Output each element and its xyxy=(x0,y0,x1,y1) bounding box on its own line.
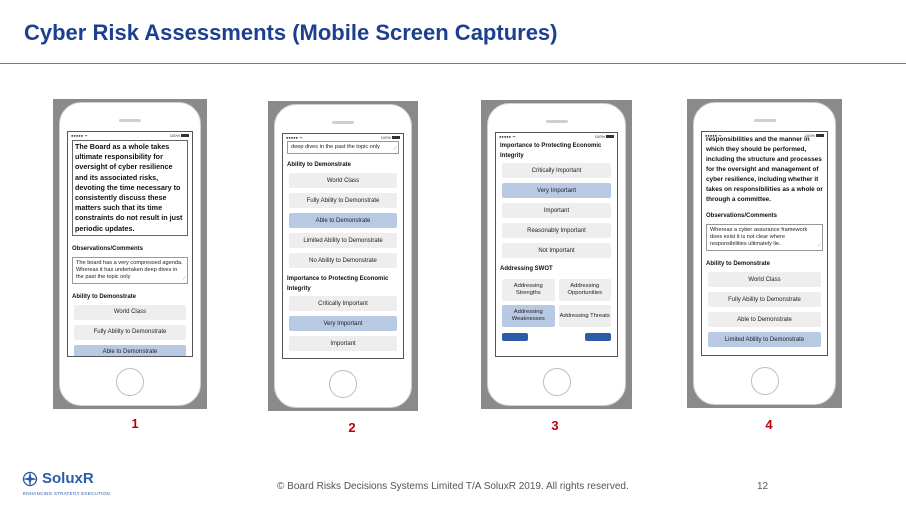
speaker-grille xyxy=(546,120,568,123)
option-able-selected[interactable]: Able to Demonstrate xyxy=(289,213,397,228)
observations-label: Observations/Comments xyxy=(72,245,144,252)
phone-screenshot-1 xyxy=(53,99,207,409)
battery-indicator: 100% xyxy=(170,133,189,138)
assessment-statement: responsibilities and the manner in which they should be performed, including the structure and processes for the oversight and management of cyber resilience, including whether it takes on responsibilities as a whole or through a committee. xyxy=(706,136,823,203)
page-number: 12 xyxy=(757,481,769,492)
option-fully-able[interactable]: Fully Ability to Demonstrate xyxy=(74,325,186,340)
phone-screen xyxy=(67,131,193,357)
signal-icon: ●●●●● ᯤ xyxy=(71,132,88,138)
option-world-class[interactable]: World Class xyxy=(289,173,397,188)
swot-grid xyxy=(502,279,611,327)
section-heading: Ability to Demonstrate xyxy=(72,293,137,300)
speaker-grille xyxy=(119,119,141,122)
signal-icon: ●●●●● ᯤ xyxy=(499,133,516,139)
battery-indicator: 100% xyxy=(595,134,614,139)
option-limited[interactable]: Limited Ability to Demonstrate xyxy=(289,233,397,248)
option-limited-selected[interactable]: Limited Ability to Demonstrate xyxy=(708,332,821,347)
copyright-notice: © Board Risks Decisions Systems Limited T/A SoluxR 2019. All rights reserved. xyxy=(277,481,629,492)
option-fully-able[interactable]: Fully Ability to Demonstrate xyxy=(708,292,821,307)
option-world-class[interactable]: World Class xyxy=(708,272,821,287)
battery-indicator: 100% xyxy=(381,135,400,140)
speaker-grille xyxy=(332,121,354,124)
phone-number-4: 4 xyxy=(765,417,773,432)
resize-handle-icon[interactable]: ⟋ xyxy=(182,275,186,282)
phone-number-1: 1 xyxy=(131,416,139,431)
section-heading: Ability to Demonstrate xyxy=(706,261,771,267)
speaker-grille xyxy=(754,119,776,122)
battery-icon xyxy=(392,136,400,139)
title-divider xyxy=(0,63,906,64)
option-fully-able[interactable]: Fully Ability to Demonstrate xyxy=(289,193,397,208)
home-button[interactable] xyxy=(543,368,571,396)
comments-textarea[interactable]: The board has a very compressed agenda. Whereas it has undertaken deep dives in the past the topic only ⟋ xyxy=(72,257,188,284)
option-no-ability[interactable]: No Ability to Demonstrate xyxy=(289,253,397,268)
phone-body xyxy=(487,103,626,406)
option-very-important-selected[interactable]: Very Important xyxy=(289,316,397,331)
option-able-selected[interactable]: Able to Demonstrate xyxy=(74,345,186,357)
logo-name: SoluxR xyxy=(42,470,94,487)
section-heading: Ability to Demonstrate xyxy=(287,162,352,168)
soluxr-logo xyxy=(22,469,132,503)
phone-screenshot-4 xyxy=(687,99,842,408)
home-button[interactable] xyxy=(116,368,144,396)
battery-icon xyxy=(816,134,824,137)
footer-buttons xyxy=(502,333,611,341)
section-heading: Importance to Protecting Economic Integrity xyxy=(287,276,389,292)
option-able[interactable]: Able to Demonstrate xyxy=(708,312,821,327)
battery-icon xyxy=(606,135,614,138)
status-bar xyxy=(68,132,192,139)
battery-indicator: 100% xyxy=(805,133,824,138)
resize-handle-icon[interactable]: ⟋ xyxy=(393,146,397,152)
observations-label: Observations/Comments xyxy=(706,213,778,219)
battery-icon xyxy=(181,134,189,137)
compass-star-icon xyxy=(22,471,38,487)
phone-body xyxy=(693,102,836,405)
option-not-important[interactable]: Not Important xyxy=(502,243,611,258)
status-bar xyxy=(496,133,617,140)
home-button[interactable] xyxy=(329,370,357,398)
logo-tagline: ENHANCING STRATEGY EXECUTION xyxy=(23,491,110,496)
signal-icon: ●●●●● ᯤ xyxy=(286,134,303,140)
phone-screenshot-2 xyxy=(268,101,418,411)
option-important[interactable]: Important xyxy=(289,336,397,351)
phone-number-3: 3 xyxy=(551,418,559,433)
option-critically-important[interactable]: Critically Important xyxy=(502,163,611,178)
assessment-statement: The Board as a whole takes ultimate responsibility for oversight of cyber resilience and its associated risks, devoting the time necessary to consistently discuss these matters such that its time constraints do not result in just periodic updates. xyxy=(72,140,188,236)
comments-textarea[interactable]: Whereas a cyber assurance framework does exist it is not clear where responsibilities ultimately lie. ⟋ xyxy=(706,224,823,251)
option-reasonably-important[interactable]: Reasonably Important xyxy=(502,223,611,238)
phone-screenshot-3 xyxy=(481,100,632,409)
swot-weaknesses-selected[interactable]: Addressing Weaknesses xyxy=(502,305,555,327)
previous-button[interactable] xyxy=(502,333,528,341)
phone-screen xyxy=(282,133,404,359)
phone-body xyxy=(274,104,412,408)
swot-threats[interactable]: Addressing Threats xyxy=(559,305,612,327)
comments-textarea[interactable]: deep dives in the past the topic only ⟋ xyxy=(287,141,399,154)
signal-icon: ●●●●● ᯤ xyxy=(705,132,722,138)
option-very-important-selected[interactable]: Very Important xyxy=(502,183,611,198)
home-button[interactable] xyxy=(751,367,779,395)
resize-handle-icon[interactable]: ⟋ xyxy=(817,243,821,249)
swot-opportunities[interactable]: Addressing Opportunities xyxy=(559,279,612,301)
slide-title: Cyber Risk Assessments (Mobile Screen Captures) xyxy=(24,20,558,45)
phone-number-2: 2 xyxy=(348,420,356,435)
phone-screen xyxy=(701,131,828,356)
swot-strengths[interactable]: Addressing Strengths xyxy=(502,279,555,301)
option-world-class[interactable]: World Class xyxy=(74,305,186,320)
status-bar xyxy=(283,134,403,141)
section-heading: Importance to Protecting Economic Integrity xyxy=(500,143,602,159)
phone-screen xyxy=(495,132,618,357)
option-important[interactable]: Important xyxy=(502,203,611,218)
next-button[interactable] xyxy=(585,333,611,341)
option-critically-important[interactable]: Critically Important xyxy=(289,296,397,311)
phone-body xyxy=(59,102,201,406)
section-heading: Addressing SWOT xyxy=(500,266,553,272)
